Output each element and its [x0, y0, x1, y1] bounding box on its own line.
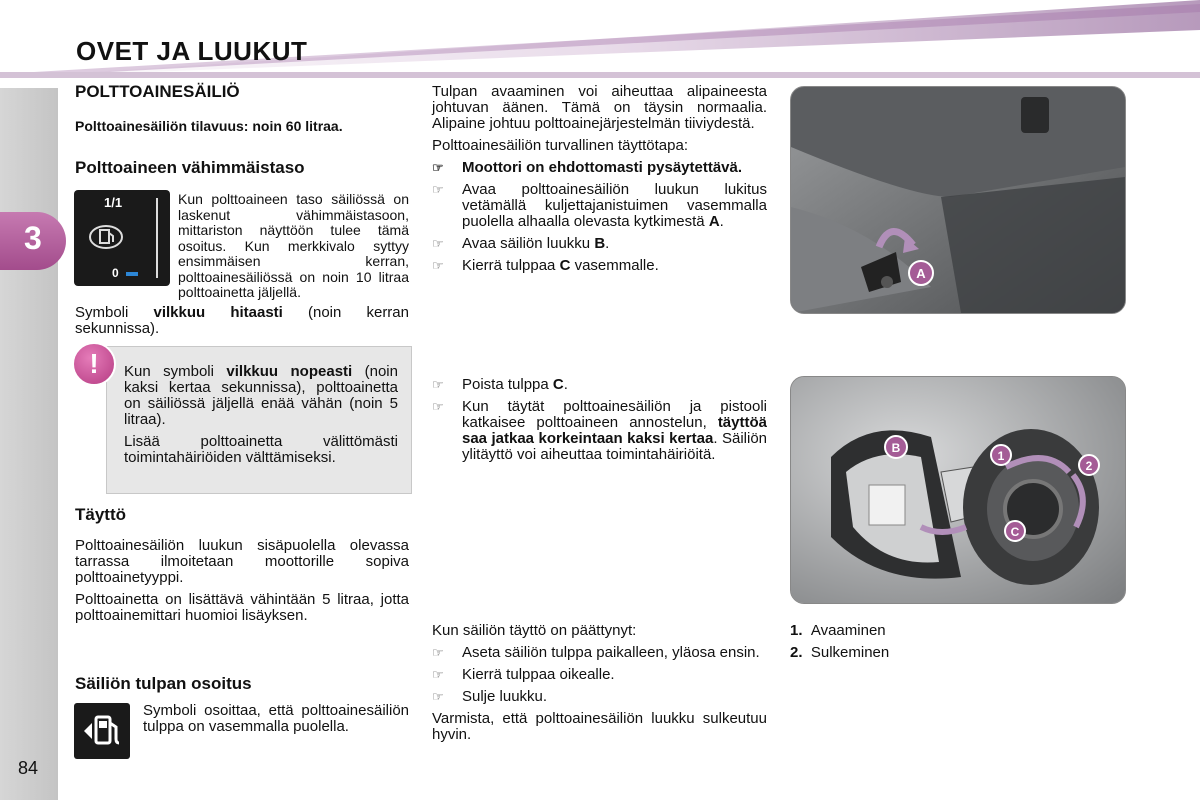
step-5: ☞ Poista tulppa C. — [432, 377, 767, 393]
step-4: ☞ Kierrä tulppaa C vasemmalle. — [432, 258, 767, 274]
warning-paragraph-1: Kun symboli vilkkuu nopeasti (noin kaksi kertaa sekunnissa), polttoainetta on säiliössä jäljellä enää vähän (noin 5 litraa). — [124, 363, 398, 428]
end-check: Varmista, että polttoainesäiliön luukku sulkeutuu hyvin. — [432, 710, 767, 743]
middle-column-bottom — [432, 623, 767, 749]
label-1: 1 — [997, 449, 1005, 463]
cap-text: Symboli osoittaa, että polttoainesäiliön tulppa on vasemmalla puolella. — [143, 702, 409, 735]
gauge-low-segment — [126, 272, 138, 276]
label-c: C — [1010, 525, 1020, 539]
safe-fill-text: Polttoainesäiliön turvallinen täyttötapa: — [432, 137, 688, 154]
fill-paragraph-2: Polttoainetta on lisättävä vähintään 5 litraa, jotta polttoainemittari huomioi lisäyksen. — [75, 591, 409, 624]
section-title: POLTTOAINESÄILIÖ — [75, 82, 240, 101]
step-1: ☞ Moottori on ehdottomasti pysäytettävä. — [432, 160, 767, 176]
step-3: ☞ Avaa säiliön luukku B. — [432, 236, 767, 252]
photo-legend — [790, 623, 1124, 667]
fuel-pump-left-icon — [74, 703, 130, 759]
warning-icon: ! — [72, 342, 116, 386]
warning-paragraph-2: Lisää polttoainetta välittömästi toimintahäiriöiden välttämiseksi. — [124, 433, 398, 466]
blink-slow-text: Symboli vilkkuu hitaasti (noin kerran sekunnissa). — [75, 304, 409, 337]
fill-paragraph-1: Polttoainesäiliön luukun sisäpuolella olevassa tarrassa ilmoitetaan moottorille sopiva polttoainetyyppi. — [75, 537, 409, 586]
gauge-empty-label: 0 — [112, 266, 119, 280]
end-intro: Kun säiliön täyttö on päättynyt: — [432, 622, 637, 639]
middle-column-mid — [432, 377, 767, 469]
fuel-flap-photo — [790, 376, 1126, 604]
page-number: 84 — [18, 758, 39, 778]
page-title: OVET JA LUUKUT — [76, 36, 308, 66]
fuel-pump-icon — [88, 224, 124, 250]
step-6: ☞ Kun täytät polttoainesäiliön ja pistooli katkaisee polttoaineen annostelun, täyttöä saa jatkaa korkeintaan kaksi kertaa. Säiliön ylitäyttö voi aiheuttaa toimintahäiriöitä. — [432, 399, 767, 463]
intro-text: Tulpan avaaminen voi aiheuttaa alipaineesta johtuvan äänen. Tämä on täysin normaalia. Alipaine johtuu polttoainejärjestelmän tiiviydestä. — [432, 83, 767, 132]
gauge-full-label: 1/1 — [104, 195, 123, 210]
cap-title: Säiliön tulpan osoitus — [75, 674, 252, 693]
left-margin-strip — [0, 88, 58, 800]
chapter-number: 3 — [24, 220, 42, 256]
end-step-2: ☞ Kierrä tulppaa oikealle. — [432, 667, 767, 683]
fill-text — [75, 538, 409, 630]
end-step-1: ☞ Aseta säiliön tulppa paikalleen, yläosa ensin. — [432, 645, 767, 661]
warning-text — [124, 364, 398, 472]
label-b: B — [891, 441, 901, 455]
capacity-text: Polttoainesäiliön tilavuus: noin 60 litraa. — [75, 118, 343, 134]
legend-item: 2. Sulkeminen — [790, 644, 890, 661]
end-step-3: ☞ Sulje luukku. — [432, 689, 767, 705]
label-a: A — [916, 266, 926, 281]
gauge-scale — [150, 198, 158, 278]
fill-title: Täyttö — [75, 505, 126, 524]
lever-photo — [790, 86, 1126, 314]
fuel-gauge — [74, 190, 170, 286]
legend-item: 1. Avaaminen — [790, 622, 886, 639]
min-level-title: Polttoaineen vähimmäistaso — [75, 158, 305, 177]
step-2: ☞ Avaa polttoainesäiliön luukun lukitus vetämällä kuljettajanistuimen vasemmalla puolella alhaalla olevasta kytkimestä A. — [432, 182, 767, 230]
middle-column-top — [432, 84, 767, 280]
min-level-text: Kun polttoaineen taso säiliössä on laskenut vähimmäistasoon, mittariston näyttöön tulee tämä osoitus. Kun merkkivalo syttyy ensimmäisen kerran, polttoainesäiliössä on noin 10 litraa polttoainetta jäljellä. — [178, 191, 409, 300]
label-2: 2 — [1085, 459, 1093, 473]
